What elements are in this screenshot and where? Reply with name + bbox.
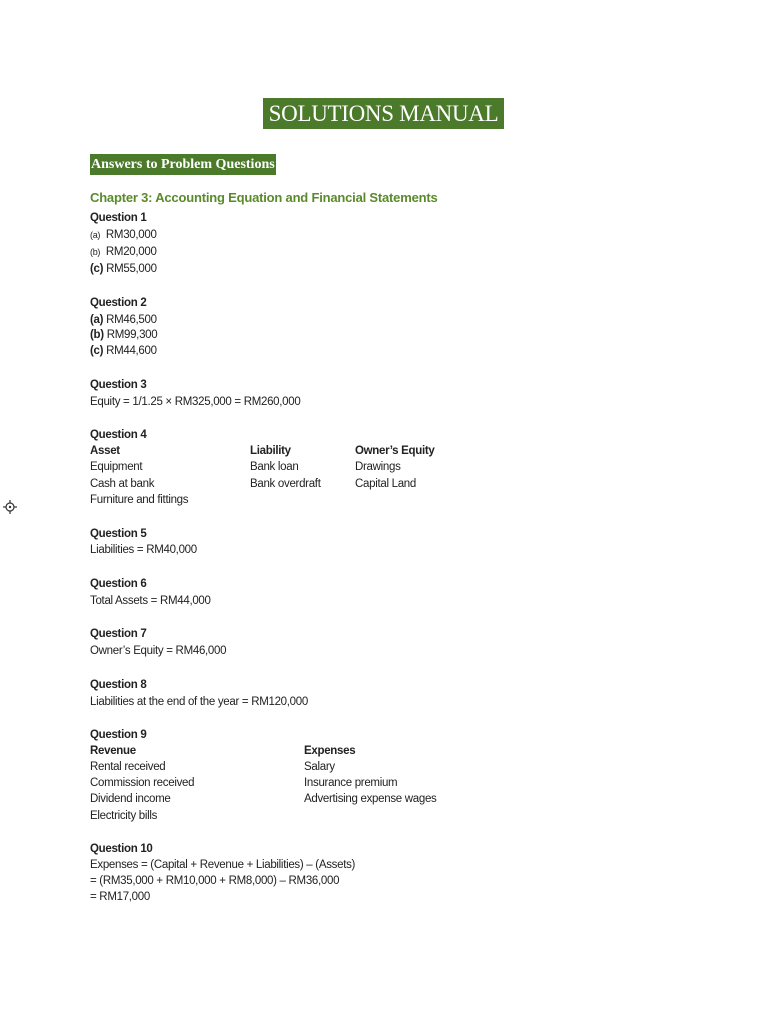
- expense-item: Insurance premium: [304, 777, 398, 789]
- column-header-owners-equity: Owner’s Equity: [355, 445, 435, 457]
- equity-item: Drawings: [355, 461, 401, 473]
- revenue-item: Electricity bills: [90, 810, 158, 822]
- question-8-heading: Question 8: [90, 679, 147, 691]
- question-2-item-c: [90, 345, 157, 357]
- asset-item: Equipment: [90, 461, 143, 473]
- question-2-item-a: [90, 314, 157, 326]
- question-1-item-a: [90, 229, 157, 241]
- question-7-heading: Question 7: [90, 628, 147, 640]
- item-value: RM55,000: [106, 263, 157, 275]
- question-7-answer: Owner’s Equity = RM46,000: [90, 645, 227, 657]
- question-2-heading: Question 2: [90, 297, 147, 309]
- column-header-expenses: Expenses: [304, 745, 356, 757]
- question-3-answer: Equity = 1/1.25 × RM325,000 = RM260,000: [90, 396, 301, 408]
- item-value: RM44,600: [106, 345, 157, 357]
- item-label: (a): [90, 314, 104, 326]
- column-header-asset: Asset: [90, 445, 120, 457]
- asset-item: Furniture and fittings: [90, 494, 189, 506]
- question-10-line: = (RM35,000 + RM10,000 + RM8,000) – RM36,000: [90, 875, 340, 887]
- equity-item: Capital Land: [355, 478, 416, 490]
- item-value: RM30,000: [105, 229, 157, 241]
- question-2-item-b: [90, 329, 157, 341]
- item-value: RM99,300: [106, 329, 158, 341]
- item-value: RM20,000: [105, 246, 157, 258]
- document-title: SOLUTIONS MANUAL: [263, 98, 504, 129]
- item-label: (b): [90, 247, 101, 257]
- item-label: (a): [90, 230, 101, 240]
- question-10-heading: Question 10: [90, 843, 153, 855]
- question-6-heading: Question 6: [90, 578, 147, 590]
- question-3-heading: Question 3: [90, 379, 147, 391]
- question-4-heading: Question 4: [90, 429, 147, 441]
- question-1-item-b: [90, 246, 157, 258]
- expense-item: Salary: [304, 761, 335, 773]
- column-header-revenue: Revenue: [90, 745, 136, 757]
- move-crosshair-icon[interactable]: [3, 500, 17, 514]
- revenue-item: Dividend income: [90, 793, 171, 805]
- item-label: (c): [90, 345, 104, 357]
- question-10-line: = RM17,000: [90, 891, 150, 903]
- revenue-item: Commission received: [90, 777, 195, 789]
- item-label: (b): [90, 329, 104, 341]
- question-8-answer: Liabilities at the end of the year = RM120,000: [90, 696, 308, 708]
- question-6-answer: Total Assets = RM44,000: [90, 595, 211, 607]
- column-header-liability: Liability: [250, 445, 291, 457]
- asset-item: Cash at bank: [90, 478, 155, 490]
- liability-item: Bank overdraft: [250, 478, 321, 490]
- question-5-heading: Question 5: [90, 528, 147, 540]
- chapter-heading: Chapter 3: Accounting Equation and Financial Statements: [90, 190, 438, 205]
- question-1-heading: Question 1: [90, 212, 147, 224]
- question-1-item-c: [90, 263, 157, 275]
- liability-item: Bank loan: [250, 461, 299, 473]
- question-9-heading: Question 9: [90, 729, 147, 741]
- section-subtitle: Answers to Problem Questions: [90, 154, 276, 175]
- question-5-answer: Liabilities = RM40,000: [90, 544, 197, 556]
- item-value: RM46,500: [106, 314, 157, 326]
- revenue-item: Rental received: [90, 761, 166, 773]
- item-label: (c): [90, 263, 104, 275]
- expense-item: Advertising expense wages: [304, 793, 437, 805]
- question-10-line: Expenses = (Capital + Revenue + Liabilities) – (Assets): [90, 859, 356, 871]
